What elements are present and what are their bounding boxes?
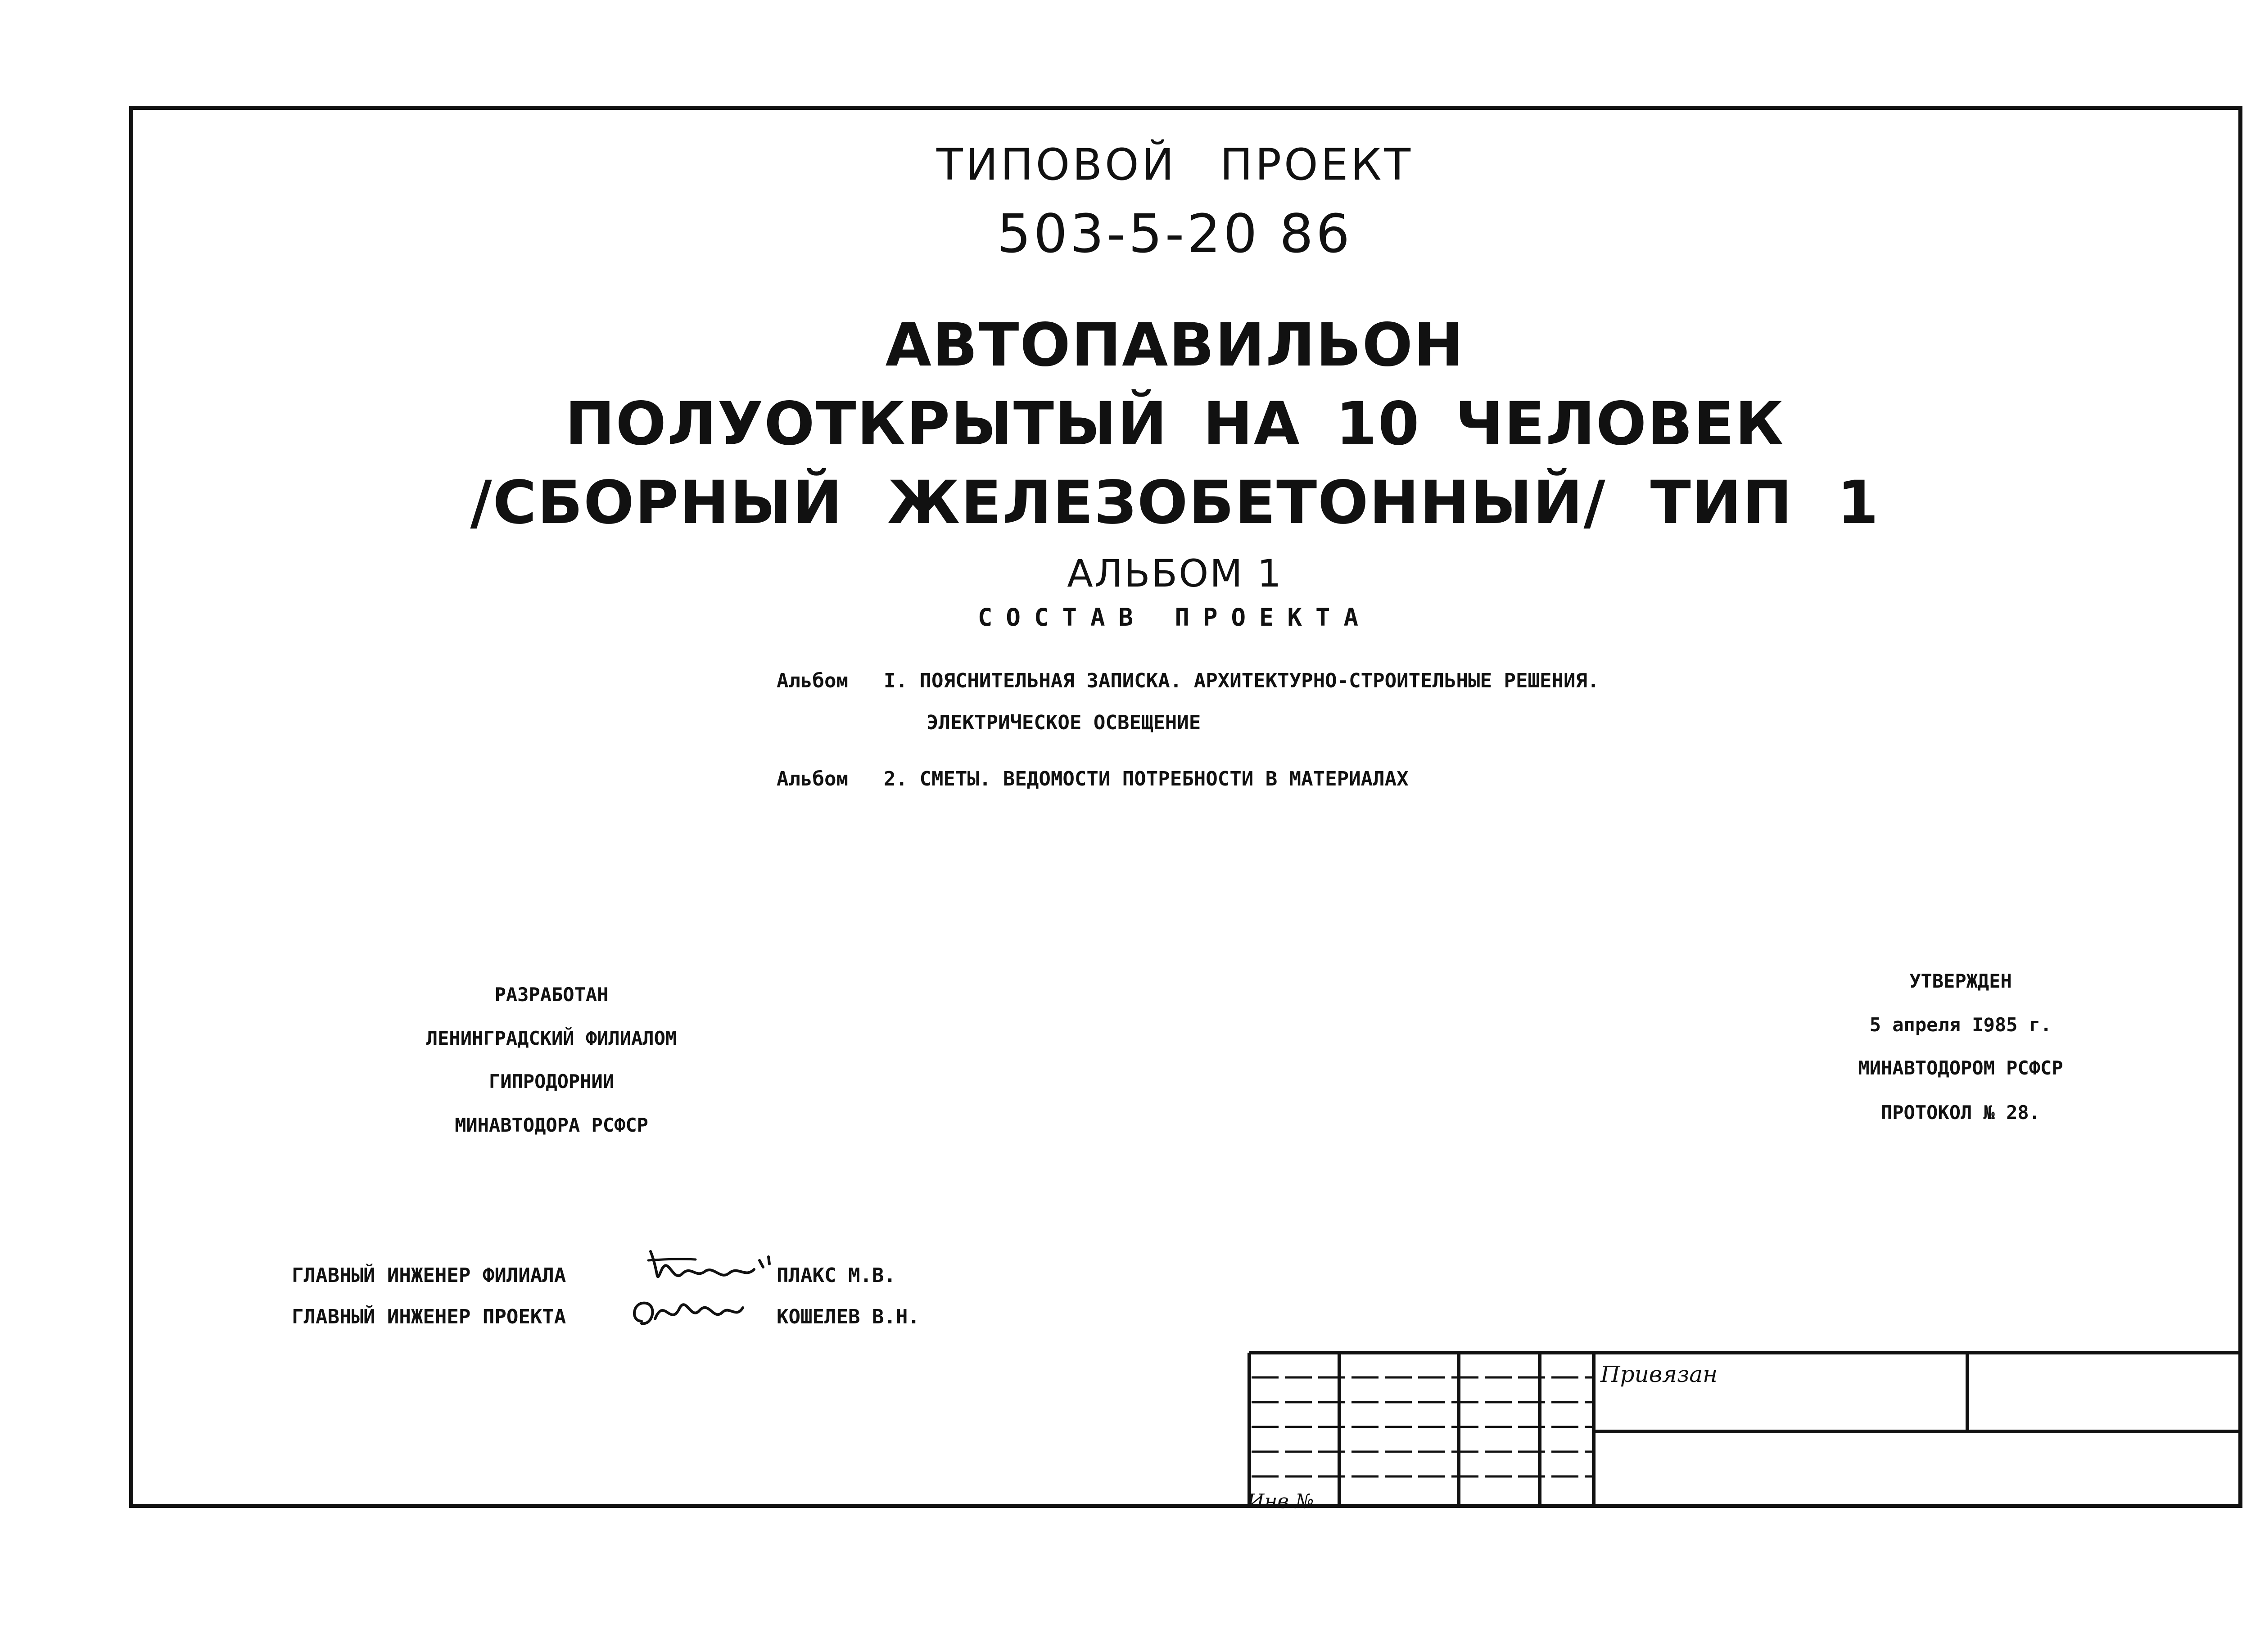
contents-item-2-text: 2. СМЕТЫ. ВЕДОМОСТИ ПОТРЕБНОСТИ В МАТЕРИАЛАХ [884, 767, 1409, 790]
signature-role-1: ГЛАВНЫЙ ИНЖЕНЕР ФИЛИАЛА [292, 1264, 566, 1287]
approved-line-3: МИНАВТОДОРОМ РСФСР [1858, 1057, 2063, 1079]
approved-line-4: ПРОТОКОЛ № 28. [1880, 1101, 2040, 1124]
signature-name-2: КОШЕЛЕВ В.Н. [777, 1305, 920, 1328]
contents-item-1-text: I. ПОЯСНИТЕЛЬНАЯ ЗАПИСКА. АРХИТЕКТУРНО-СТРОИТЕЛЬНЫЕ РЕШЕНИЯ. [884, 669, 1600, 692]
signature-role-2: ГЛАВНЫЙ ИНЖЕНЕР ПРОЕКТА [292, 1305, 566, 1328]
approved-line-2: 5 апреля I985 г. [1869, 1014, 2052, 1036]
project-label: ТИПОВОЙ ПРОЕКТ [936, 140, 1414, 190]
title-line-2: ПОЛУОТКРЫТЫЙ НА 10 ЧЕЛОВЕК [565, 389, 1785, 459]
approved-line-1: УТВЕРЖДЕН [1909, 970, 2012, 992]
album-label: АЛЬБОМ 1 [1067, 551, 1283, 596]
developed-line-3: ГИПРОДОРНИИ [488, 1070, 615, 1092]
developed-line-1: РАЗРАБОТАН [494, 984, 609, 1006]
contents-item-1-prefix: Альбом [777, 669, 848, 692]
contents-item-1-continuation: ЭЛЕКТРИЧЕСКОЕ ОСВЕЩЕНИЕ [927, 711, 1201, 734]
developed-line-2: ЛЕНИНГРАДСКИЙ ФИЛИАЛОМ [426, 1027, 677, 1049]
project-number: 503-5-20 86 [997, 203, 1353, 265]
contents-item-2-prefix: Альбом [777, 767, 848, 790]
signature-name-1: ПЛАКС М.В. [777, 1264, 896, 1287]
contents-heading: СОСТАВ ПРОЕКТА [977, 603, 1372, 632]
developed-line-4: МИНАВТОДОРА РСФСР [455, 1114, 648, 1136]
title-line-3: /СБОРНЫЙ ЖЕЛЕЗОБЕТОННЫЙ/ ТИП 1 [470, 468, 1880, 537]
stamp-bound-label: Привязан [1600, 1361, 1718, 1387]
title-line-1: АВТОПАВИЛЬОН [885, 311, 1465, 380]
stamp-inventory-label: Инв № [1247, 1490, 1314, 1513]
